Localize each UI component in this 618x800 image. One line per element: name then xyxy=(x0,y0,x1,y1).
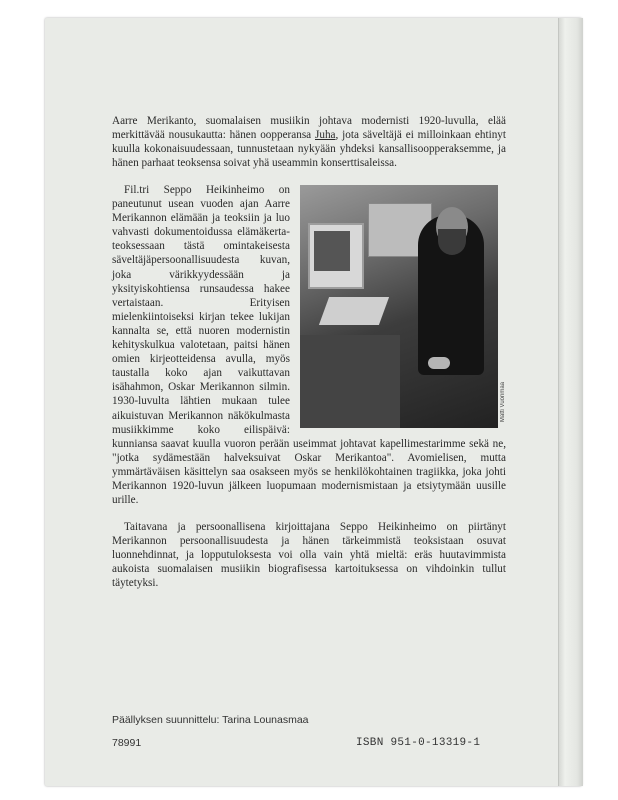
blurb-paragraph-2: Fil.tri Seppo Heikinheimo on paneutunut usean vuoden ajan Aarre Merikannon elämään ja teoksiin ja luo vahvasti dokumentoidussa elämäkertateoksessaan tästä omintakeisesta säveltäjäpersoonallisuudesta kuvan, joka värikkyydessään ja yksityiskohtiensa runsaudessa hakee vertaistaan. Erityisen mielenkiintoiseksi kirjan tekee lukijan kannalta se, että nuoren modernistin kehityskulkua valotetaan, paitsi hänen omien kirjeotteidensa avulla, myös taustalla koko ajan vaikuttavan isähahmon, Oskar Merikannon silmin. 1930-luvulta lähtien mukaan tulee aikuistuvan Merikannon näkökulmasta musiikkimme koko eilispäivä: kunniansa saavat kuulla vuoron perään useimmat johtavat kapellimestarimme sekä ne, "jotka sydämestään halveksuivat Oskar Merikantoa". Avomielisen, mutta ymmärtäväisen käsittelyn saa osakseen myös se henkilökohtainen tragiikka, joka johti Merikannon 1920-luvun jälkeen luopumaan modernismistaan ja etsiytymään uusille urille. xyxy=(112,184,506,507)
blurb-paragraph-3-text: Taitavana ja persoonallisena kirjoittajana Seppo Heikinheimo on piirtänyt Merikannon persoonallisuudesta ja hänen tärkeimmistä teoksistaan osuvat luonnehdinnat, ja lopputuloksesta voi olla vain yhtä mieltä: eräs huutavimmista aukoista suomalaisen musiikin biografisessa kartoituksessa on vihdoinkin tullut täytetyksi. xyxy=(112,521,506,590)
blurb-paragraph-3 xyxy=(112,520,506,590)
blurb-paragraph-1 xyxy=(112,114,506,170)
author-photo-image xyxy=(300,185,498,428)
isbn-number: ISBN 951-0-13319-1 xyxy=(356,737,481,749)
book-spine xyxy=(558,18,583,786)
monitor-screen-shape xyxy=(314,231,350,271)
opera-title-juha: Juha xyxy=(315,129,336,142)
author-photo xyxy=(300,185,506,428)
cover-designer-credit: Päällyksen suunnittelu: Tarina Lounasmaa xyxy=(112,714,309,726)
blurb-paragraph-2-wrap xyxy=(112,183,506,507)
keyboard-shape xyxy=(319,297,389,325)
desk-shape xyxy=(300,335,400,428)
blurb-p1-after: , jota säveltäjä ei milloinkaan ehtinyt kuulla kokonaisuudessaan, tunnustetaan nykyään yhdeksi kansallisoopperaksemme, ja hänen parhaat teoksensa soivat yhä useammin konserttisaleissa. xyxy=(112,129,507,170)
blurb-p1-before: Aarre Merikanto, suomalaisen musiikin johtava modernisti 1920-luvulla, elää merkittävää nousukautta: hänen oopperansa xyxy=(112,115,506,142)
person-hand-shape xyxy=(428,357,450,369)
product-code: 78991 xyxy=(112,737,142,749)
photo-credit: Matti Vuorimaa xyxy=(500,381,506,422)
